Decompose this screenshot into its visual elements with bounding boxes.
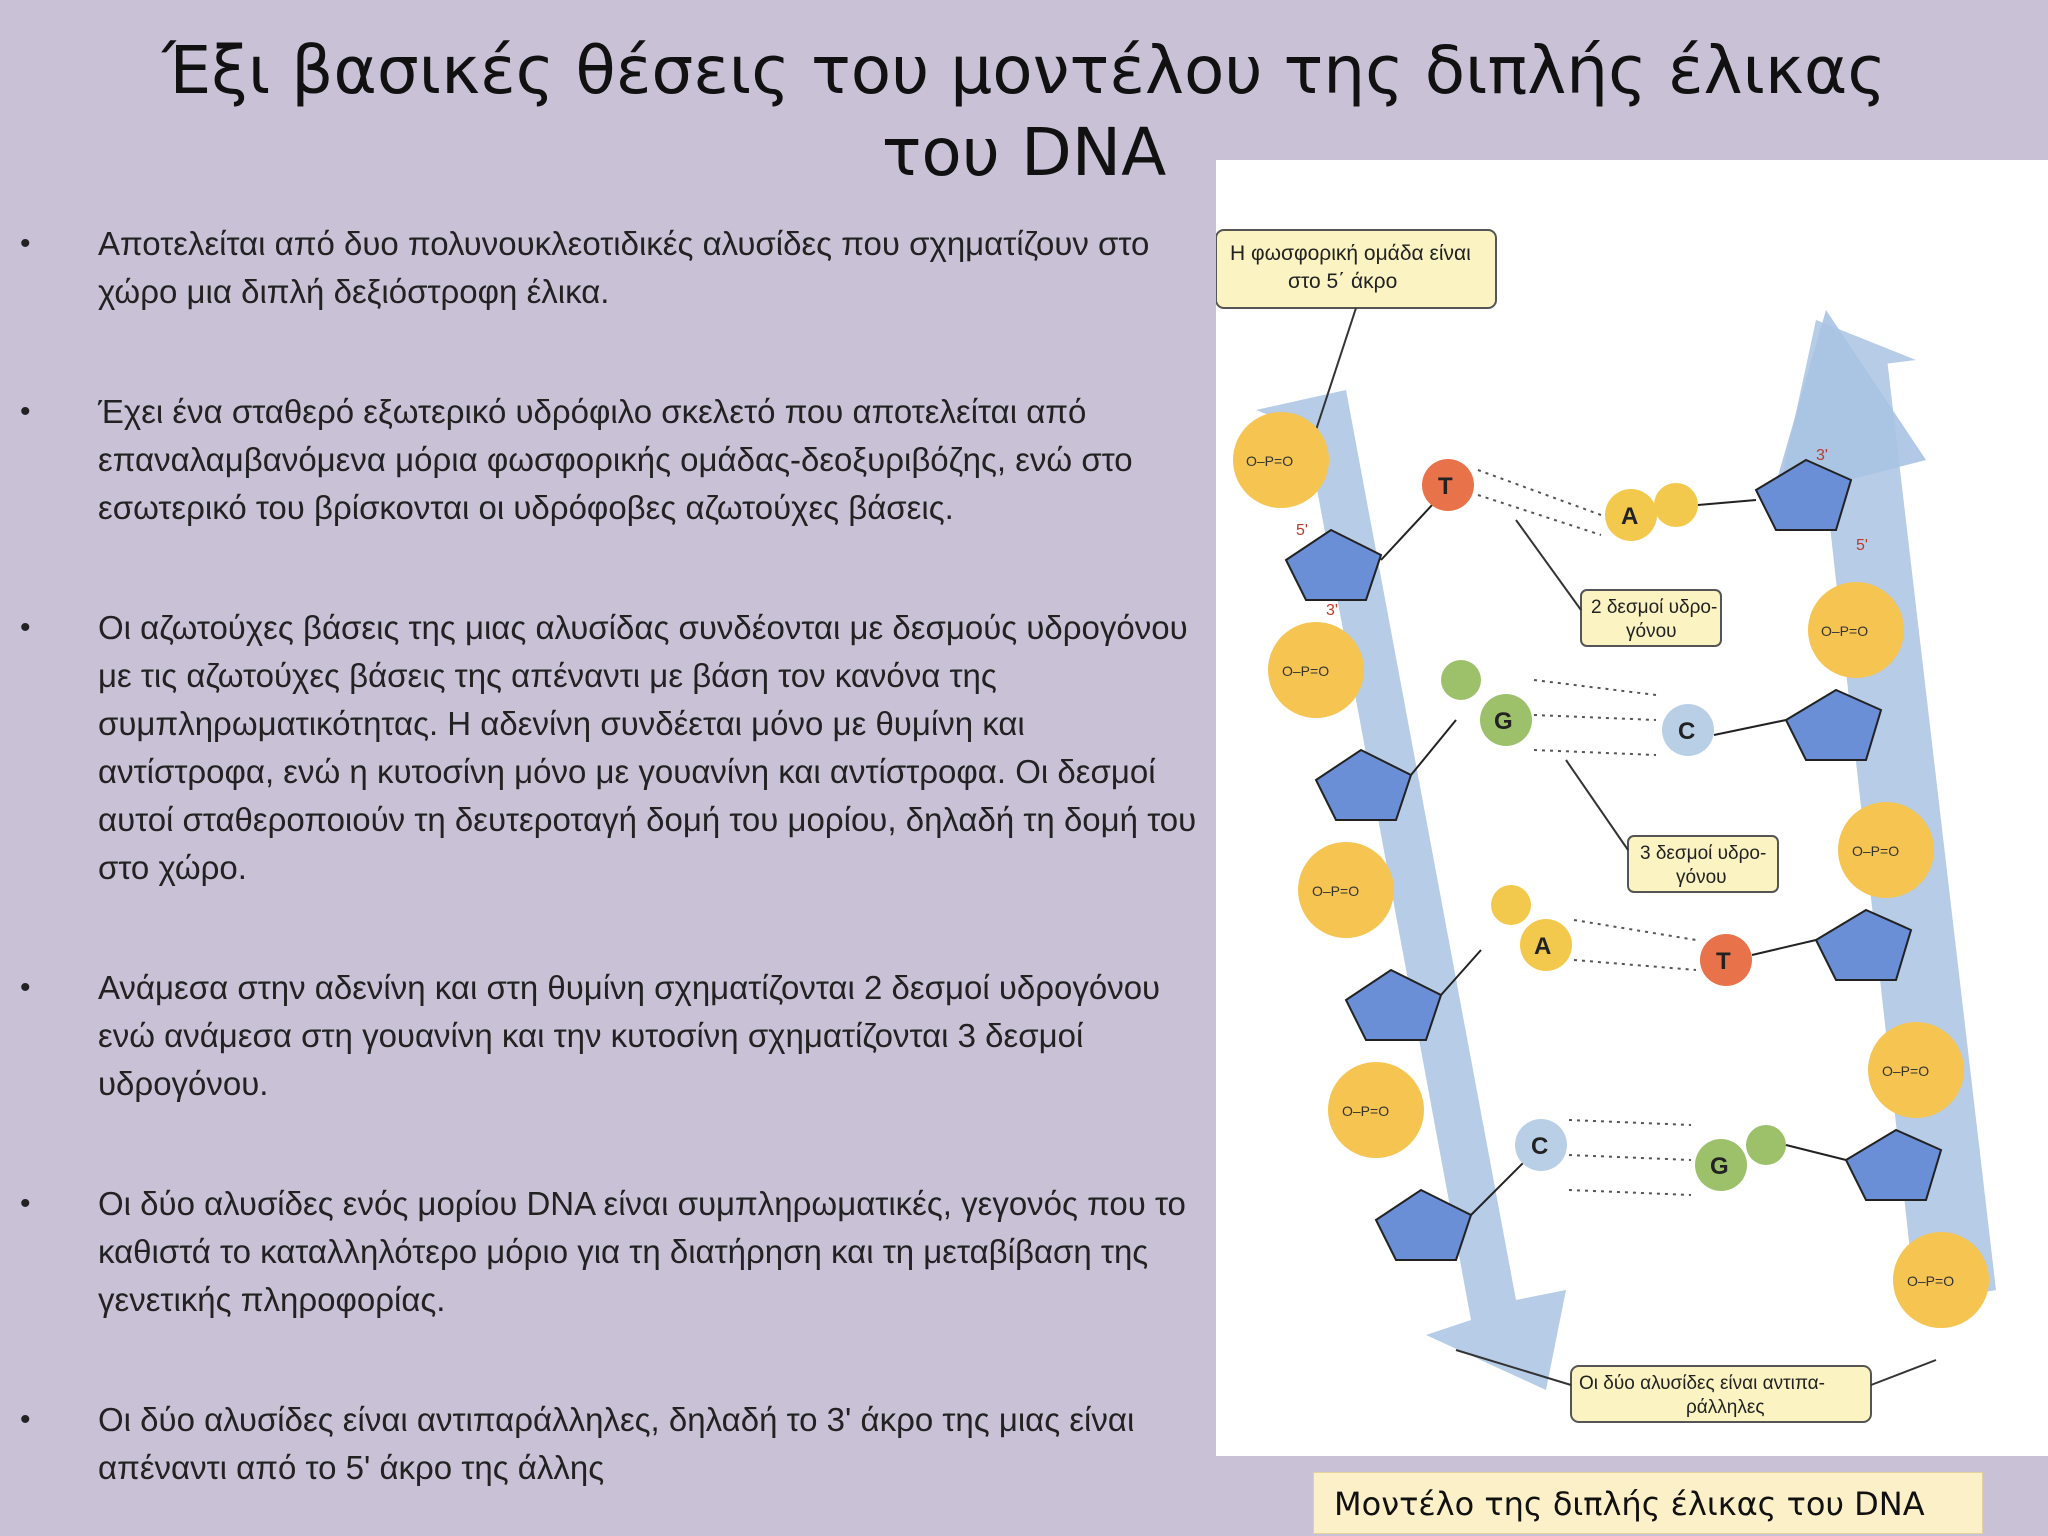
callout-line: γόνου: [1626, 621, 1677, 642]
end-3-label: 3': [1326, 602, 1338, 619]
base-label: T: [1716, 948, 1731, 975]
base-label: A: [1621, 503, 1639, 530]
phosphate-group: [1808, 582, 1904, 678]
list-item: [20, 1180, 1200, 1324]
phosphate-label: O–P=O: [1312, 883, 1360, 899]
point-text: Ανάμεσα στην αδενίνη και στη θυμίνη σχηματίζονται 2 δεσμοί υδρογόνου ενώ ανάμεσα στη γουανίνη και την κυτοσίνη σχηματίζονται 3 δεσμοί υδρογόνου.: [98, 969, 1161, 1102]
phosphate-group: [1268, 622, 1364, 718]
phosphate-label: O–P=O: [1282, 663, 1330, 679]
phosphate-group: [1838, 802, 1934, 898]
phosphate-group: [1328, 1062, 1424, 1158]
bullet-icon: •: [20, 611, 31, 644]
bullet-icon: •: [20, 1187, 31, 1220]
base-pair-t-a: [1381, 459, 1756, 560]
point-text: Οι δύο αλυσίδες ενός μορίου DNA είναι συμπληρωματικές, γεγονός που το καθιστά το καταλληλότερο μόριο για τη διατήρηση και τη μεταβίβαση της γενετικής πληροφορίας.: [98, 1185, 1186, 1318]
callout-line: ράλληλες: [1686, 1397, 1765, 1418]
end-5-label: 5': [1296, 522, 1308, 539]
phosphate-label: O–P=O: [1907, 1273, 1955, 1289]
phosphate-group: [1893, 1232, 1989, 1328]
key-points-list: [20, 220, 1200, 1492]
base-label: C: [1678, 718, 1696, 745]
bullet-icon: •: [20, 971, 31, 1004]
callout-line: Οι δύο αλυσίδες είναι αντιπα-: [1579, 1373, 1825, 1394]
base-pair-c-g: [1471, 1119, 1846, 1215]
callout-phosphate-5: [1216, 230, 1496, 430]
dna-double-helix-figure: [1216, 160, 2048, 1456]
callout-three-bonds: [1566, 760, 1778, 892]
end-5-label: 5': [1856, 537, 1868, 554]
callout-line: στο 5΄ άκρο: [1288, 270, 1398, 293]
callout-line: Η φωσφορική ομάδα είναι: [1230, 242, 1471, 265]
phosphate-group: [1298, 842, 1394, 938]
callout-line: γόνου: [1676, 867, 1727, 888]
bullet-icon: •: [20, 227, 31, 260]
dna-diagram: [1216, 160, 2048, 1456]
callout-two-bonds: [1516, 520, 1721, 646]
bullet-icon: •: [20, 1403, 31, 1436]
list-item: [20, 604, 1200, 892]
list-item: [20, 388, 1200, 532]
point-text: Οι δύο αλυσίδες είναι αντιπαράλληλες, δηλαδή το 3' άκρο της μιας είναι απέναντι από το 5' άκρο της άλλης: [98, 1401, 1135, 1486]
callout-line: 3 δεσμοί υδρο-: [1640, 843, 1767, 864]
callout-line: 2 δεσμοί υδρο-: [1591, 597, 1718, 618]
end-3-label: 3': [1816, 447, 1828, 464]
figure-caption: Μοντέλο της διπλής έλικας του DNA: [1313, 1472, 1983, 1534]
base-pair-a-t: [1441, 885, 1816, 995]
base-label: A: [1534, 933, 1552, 960]
phosphate-label: O–P=O: [1821, 623, 1869, 639]
base-label: G: [1710, 1153, 1729, 1180]
point-text: Έχει ένα σταθερό εξωτερικό υδρόφιλο σκελετό που αποτελείται από επαναλαμβανόμενα μόρια φωσφορικής ομάδας-δεοξυριβόζης, ενώ στο εσωτερικό του βρίσκονται οι υδρόφοβες αζωτούχες βάσεις.: [98, 393, 1133, 526]
phosphate-group: [1868, 1022, 1964, 1118]
bullet-icon: •: [20, 395, 31, 428]
base-label: G: [1494, 708, 1513, 735]
phosphate-label: O–P=O: [1342, 1103, 1390, 1119]
base-label: T: [1438, 473, 1453, 500]
page-title: Έξι βασικές θέσεις του μοντέλου της διπλής έλικας του DNA: [161, 32, 1887, 191]
base-pair-g-c: [1411, 660, 1786, 775]
list-item: [20, 1396, 1200, 1492]
phosphate-label: O–P=O: [1246, 453, 1294, 469]
point-text: Αποτελείται από δυο πολυνουκλεοτιδικές αλυσίδες που σχηματίζουν στο χώρο μια διπλή δεξιόστροφη έλικα.: [98, 225, 1150, 310]
phosphate-label: O–P=O: [1882, 1063, 1930, 1079]
list-item: [20, 964, 1200, 1108]
list-item: [20, 220, 1200, 316]
phosphate-group: [1233, 412, 1329, 508]
point-text: Οι αζωτούχες βάσεις της μιας αλυσίδας συνδέονται με δεσμούς υδρογόνου με τις αζωτούχες βάσεις της απέναντι με βάση τον κανόνα της συμπληρωματικότητας. Η αδενίνη συνδέεται μόνο με θυμίνη και αντίστροφα, ενώ η κυτοσίνη μόνο με γουανίνη και αντίστροφα. Οι δεσμοί αυτοί σταθεροποιούν τη δευτεροταγή δομή του μορίου, δηλαδή τη δομή του στο χώρο.: [98, 609, 1197, 886]
phosphate-label: O–P=O: [1852, 843, 1900, 859]
base-label: C: [1531, 1133, 1549, 1160]
